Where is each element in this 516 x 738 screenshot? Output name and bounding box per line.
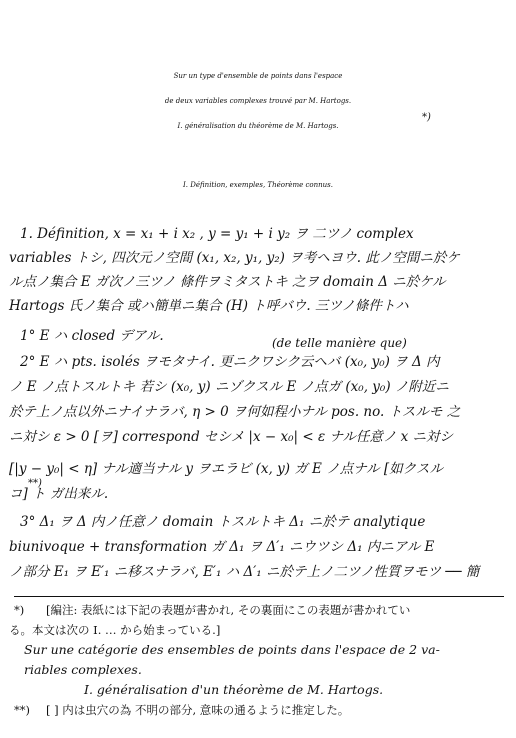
footnote-mark-2: **): [14, 703, 30, 717]
footnote-title-line: riables complexes.: [24, 662, 142, 677]
title-line-1: Sur un type d'ensemble de points dans l'espace: [173, 72, 343, 80]
condition-2-line: ノ E ノ点トスルトキ 若シ (x₀, y) ニゾクスル E ノ点ガ (x₀, y₀) ノ附近ニ: [9, 379, 449, 395]
condition-3-line: ノ部分 E₁ ヲ E′₁ ニ移スナラバ, E′₁ ハ Δ′₁ ニ於テ上ノ二ツノ性質ヲモツ ── 簡: [9, 564, 480, 580]
footnote-title-line: I. généralisation d'un théorème de M. Hartogs.: [84, 682, 384, 697]
footnote-text: [ ] 内は虫穴の為 不明の部分, 意味の通るように推定した。: [46, 703, 350, 717]
condition-2-line: 2° E ハ pts. isolés ヲモタナイ. 更ニクワシク云ヘバ (x₀, y₀) ヲ Δ 内: [20, 354, 440, 370]
title-line-2: de deux variables complexes trouvé par M. Hartogs.: [164, 97, 352, 105]
title-footnote-mark: *): [422, 112, 431, 123]
condition-2-line: ニ対シ ε > 0 [ヲ] correspond セシメ |x − x₀| < ε ナル任意ノ x ニ対シ: [9, 429, 454, 445]
footnote-text: [編注: 表紙には下記の表題が書かれ, その裏面にこの表題が書かれてい: [46, 603, 411, 617]
condition-2-line: コ] ト ガ出来ル.: [9, 486, 109, 502]
body-line: Hartogs 氏ノ集合 或ハ簡単ニ集合 (H) ト呼バウ. 三ツノ條件トハ: [9, 298, 409, 314]
title-line-3: I. généralisation du théorème de M. Hartogs.: [177, 122, 339, 130]
body-line: ル点ノ集合 E ガ次ノ三ツノ 條件ヲミタストキ 之ヲ domain Δ ニ於ケル: [9, 274, 446, 290]
section-heading: I. Définition, exemples, Théorème connus.: [183, 181, 333, 189]
condition-1: 1° E ハ closed デアル.: [20, 328, 164, 344]
body-line: 1. Définition, x = x₁ + i x₂ , y = y₁ + i y₂ ヲ 二ツノ complex: [20, 226, 414, 242]
footnote-title-line: Sur une catégorie des ensembles de points dans l'espace de 2 va-: [24, 642, 440, 657]
condition-3-line: biunivoque + transformation ガ Δ₁ ヲ Δ′₁ ニウツシ Δ₁ 内ニアル E: [9, 539, 435, 555]
inserted-phrase: (de telle manière que): [272, 336, 407, 350]
footnote-text: る。本文は次の I. … から始まっている.]: [9, 623, 221, 637]
inline-footnote-mark: **): [28, 478, 42, 489]
condition-2-line: [|y − y₀| < η] ナル適当ナル y ヲエラビ (x, y) ガ E ノ点ナル [如クスル: [9, 461, 443, 477]
condition-3-line: 3° Δ₁ ヲ Δ 内ノ任意ノ domain トスルトキ Δ₁ ニ於テ analytique: [20, 514, 426, 530]
condition-2-line: 於テ上ノ点以外ニナイナラバ, η > 0 ヲ何如程小ナル pos. no. トスルモ 之: [9, 404, 461, 420]
body-line: variables トシ, 四次元ノ空間 (x₁, x₂, y₁, y₂) ヲ考ヘヨウ. 此ノ空間ニ於ケ: [9, 250, 460, 266]
footnote-mark-1: *): [14, 603, 25, 617]
footnote-divider: [14, 596, 504, 597]
